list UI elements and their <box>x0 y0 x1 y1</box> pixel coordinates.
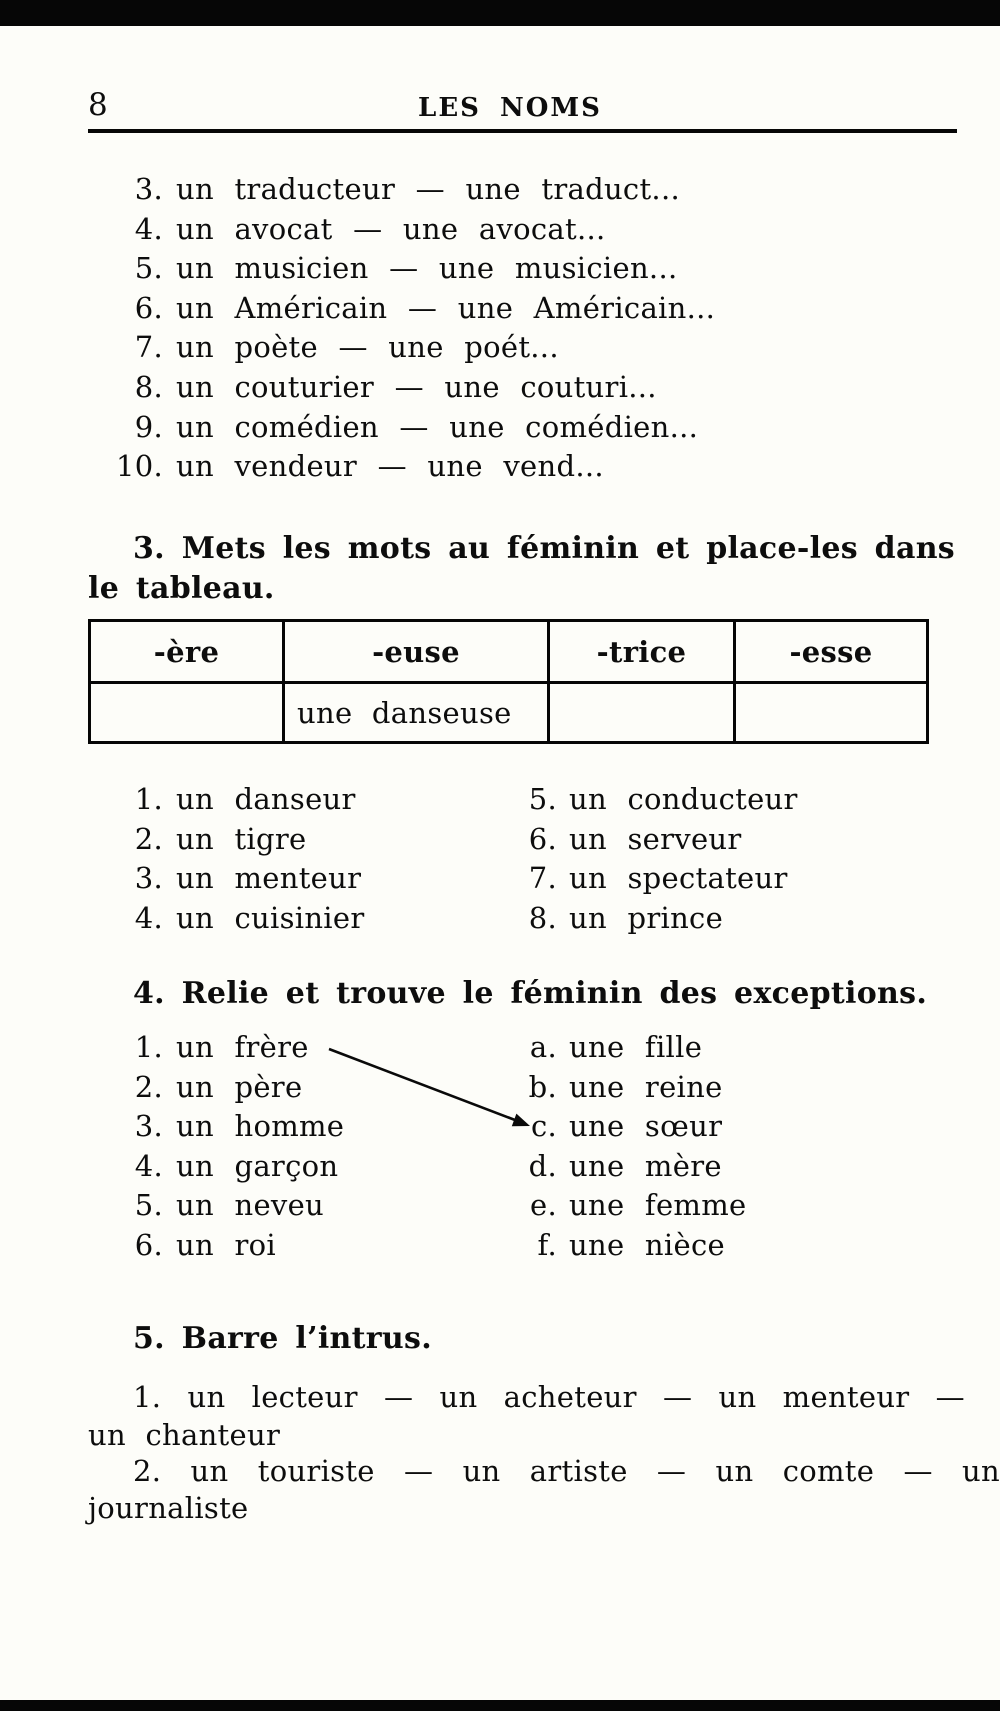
item-text: une fille <box>569 1030 703 1064</box>
list-item <box>88 820 365 860</box>
item-text: un homme <box>176 1109 345 1144</box>
exercise3-list-left <box>88 780 365 938</box>
list-item <box>453 1147 747 1187</box>
item-number: 2. <box>134 821 163 856</box>
item-number: 8. <box>134 369 163 404</box>
item-text: un conducteur <box>569 782 798 816</box>
list-item <box>88 899 365 939</box>
warmup-list <box>88 170 715 487</box>
item-text: un serveur <box>569 821 742 856</box>
suffix-table <box>88 619 929 744</box>
item-text: un père <box>176 1069 303 1104</box>
item-text: un vendeur — une vend... <box>176 449 604 484</box>
list-item <box>88 780 365 820</box>
item-letter: a. <box>529 1030 557 1064</box>
table-header-euse: -euse <box>284 621 549 683</box>
table-header-row <box>90 621 928 683</box>
item-text: un Américain — une Américain... <box>176 290 716 325</box>
table-answer-row <box>90 683 928 743</box>
item-text: un neveu <box>176 1188 325 1223</box>
exercise4-list-left <box>88 1028 344 1266</box>
table-header-esse: -esse <box>735 621 928 683</box>
scan-edge-top <box>0 0 1000 26</box>
item-text: une nièce <box>569 1227 725 1262</box>
list-item <box>88 408 715 448</box>
item-text: une sœur <box>569 1109 723 1144</box>
item-number: 6. <box>528 821 557 856</box>
list-item <box>88 249 715 289</box>
list-item <box>88 1107 344 1147</box>
item-text: un garçon <box>176 1148 339 1183</box>
item-text: un prince <box>569 900 724 935</box>
list-item <box>453 780 798 820</box>
item-number: 1. <box>134 1030 163 1064</box>
item-number: 5. <box>134 251 163 286</box>
matching-arrow <box>320 1038 545 1138</box>
item-text: un musicien — une musicien... <box>176 251 678 286</box>
table-header-trice: -trice <box>549 621 735 683</box>
list-item <box>88 328 715 368</box>
table-cell-esse <box>735 683 928 743</box>
list-item <box>453 1226 747 1266</box>
exercise3-heading-line1: 3. Mets les mots au féminin et place-les dans <box>133 531 955 566</box>
exercise5-item1-line2: un chanteur <box>88 1418 281 1452</box>
item-text: un avocat — une avocat... <box>176 211 606 246</box>
list-item <box>88 210 715 250</box>
list-item <box>88 1186 344 1226</box>
page-number: 8 <box>88 87 108 123</box>
item-letter: c. <box>530 1109 557 1144</box>
list-item <box>88 1226 344 1266</box>
header-rule <box>88 129 957 133</box>
list-item <box>88 1068 344 1108</box>
item-number: 7. <box>134 330 163 365</box>
item-text: une mère <box>569 1148 722 1183</box>
item-number: 3. <box>134 861 163 896</box>
item-number: 4. <box>134 900 163 935</box>
table-cell-euse: une danseuse <box>284 683 549 743</box>
item-number: 3. <box>134 1109 163 1144</box>
item-number: 2. <box>134 1069 163 1104</box>
item-text: un menteur <box>176 861 362 896</box>
item-number: 7. <box>528 861 557 896</box>
table-cell-ere <box>90 683 284 743</box>
item-text: un cuisinier <box>176 900 365 935</box>
item-number: 10. <box>115 449 163 484</box>
exercise5-item2-line1: 2. un touriste — un artiste — un comte — un <box>133 1454 1000 1488</box>
item-letter: b. <box>528 1069 557 1104</box>
item-text: un roi <box>176 1227 276 1262</box>
exercise4-heading-line: 4. Relie et trouve le féminin des exceptions. <box>133 976 928 1011</box>
item-letter: d. <box>528 1148 557 1183</box>
item-number: 8. <box>528 900 557 935</box>
list-item <box>453 899 798 939</box>
scan-edge-bottom <box>0 1700 1000 1711</box>
table-cell-trice <box>549 683 735 743</box>
item-text: une reine <box>569 1069 723 1104</box>
item-text: un tigre <box>176 821 307 856</box>
item-number: 6. <box>134 290 163 325</box>
list-item <box>453 859 798 899</box>
list-item <box>88 170 715 210</box>
list-item <box>453 1186 747 1226</box>
list-item <box>88 859 365 899</box>
exercise5-heading <box>88 1319 955 1359</box>
item-number: 3. <box>134 172 163 206</box>
list-item <box>88 447 715 487</box>
item-number: 4. <box>134 211 163 246</box>
running-header-title: LES NOMS <box>418 93 602 123</box>
item-number: 1. <box>134 782 163 816</box>
item-letter: e. <box>530 1188 557 1223</box>
exercise5-item1-line1: 1. un lecteur — un acheteur — un menteur — <box>133 1380 965 1414</box>
item-number: 4. <box>134 1148 163 1183</box>
list-item <box>453 820 798 860</box>
item-number: 9. <box>134 409 163 444</box>
item-number: 5. <box>528 782 557 816</box>
exercise3-list-right <box>453 780 798 938</box>
item-text: une femme <box>569 1188 747 1223</box>
exercise5-heading-line: 5. Barre l’intrus. <box>133 1321 432 1356</box>
item-letter: f. <box>537 1227 557 1262</box>
list-item <box>88 368 715 408</box>
list-item <box>88 1028 344 1068</box>
item-number: 6. <box>134 1227 163 1262</box>
item-text: un comédien — une comédien... <box>176 409 699 444</box>
list-item <box>88 289 715 329</box>
item-number: 5. <box>134 1188 163 1223</box>
item-text: un traducteur — une traduct... <box>176 172 680 206</box>
exercise3-heading <box>88 529 955 609</box>
exercise3-heading-line2: le tableau. <box>88 571 275 606</box>
item-text: un danseur <box>176 782 356 816</box>
exercise5-item2-line2: journaliste <box>88 1491 249 1525</box>
item-text: un couturier — une couturi... <box>176 369 657 404</box>
item-text: un spectateur <box>569 861 788 896</box>
item-text: un poète — une poét... <box>176 330 559 365</box>
item-text: un frère <box>176 1030 309 1064</box>
list-item <box>88 1147 344 1187</box>
table-header-ere: -ère <box>90 621 284 683</box>
exercise4-heading <box>88 974 955 1014</box>
